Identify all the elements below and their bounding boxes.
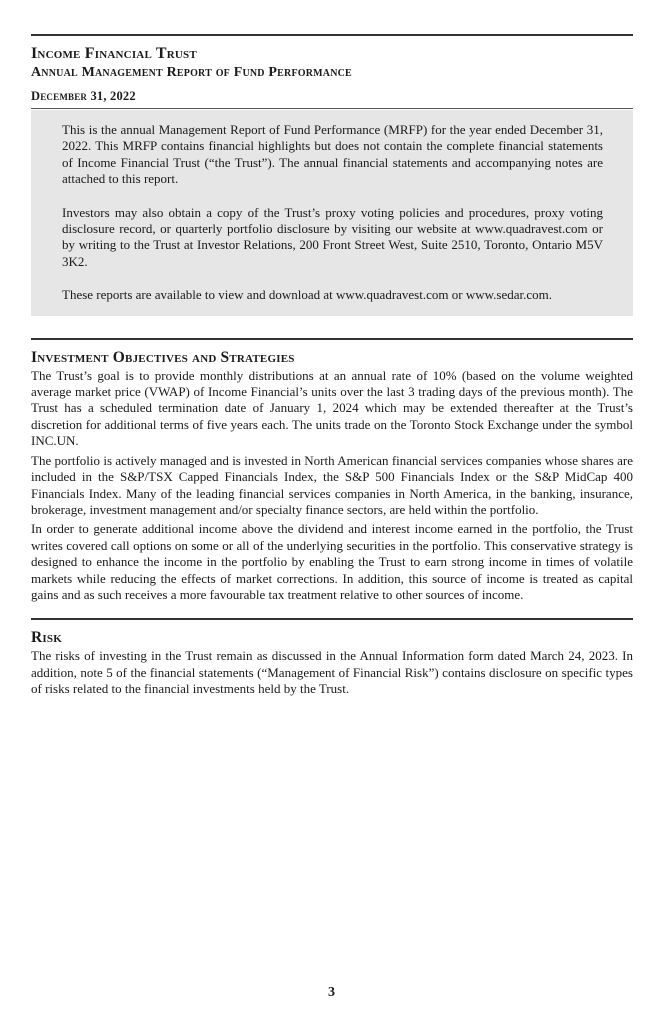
objectives-paragraph: The portfolio is actively managed and is invested in North American financial services companies whose shares are included in the S&P/TSX Capped Financials Index, the S&P 500 Financials Index or the S&P MidCap 400 Financials Index. Many of the leading financial services companies in North America, in the banking, insurance, brokerage, investment management and/or specialty finance sectors, are held within the portfolio. <box>31 452 633 517</box>
risk-body <box>31 648 633 697</box>
header-top-rule <box>31 34 633 36</box>
risk-paragraph: The risks of investing in the Trust remain as discussed in the Annual Information form dated March 24, 2023. In addition, note 5 of the financial statements (“Management of Financial Risk”) contains disclosure on specific types of risks related to the financial investments held by the Trust. <box>31 648 633 697</box>
header-bottom-rule <box>31 108 633 109</box>
notice-paragraph: This is the annual Management Report of Fund Performance (MRFP) for the year ended December 31, 2022. This MRFP contains financial highlights but does not contain the complete financial statements of Income Financial Trust (“the Trust”). The annual financial statements and accompanying notes are attached to this report. <box>62 122 603 187</box>
fund-title: Income Financial Trust <box>31 45 197 62</box>
section-rule <box>31 618 633 620</box>
report-date: December 31, 2022 <box>31 89 136 103</box>
objectives-heading: Investment Objectives and Strategies <box>31 348 295 366</box>
objectives-body <box>31 368 633 604</box>
notice-paragraph: These reports are available to view and download at www.quadravest.com or www.sedar.com. <box>62 287 552 303</box>
objectives-section <box>31 338 633 604</box>
notice-box <box>31 110 633 316</box>
risk-heading: Risk <box>31 629 62 647</box>
report-page <box>31 34 633 701</box>
report-subtitle: Annual Management Report of Fund Performance <box>31 65 352 80</box>
objectives-paragraph: The Trust’s goal is to provide monthly distributions at an annual rate of 10% (based on the volume weighted average market price (VWAP) of Income Financial’s units over the last 3 trading days of the previous month). The Trust has a scheduled termination date of January 1, 2024 which may be extended thereafter at the Trust’s discretion for additional terms of five years each. The units trade on the Toronto Stock Exchange under the symbol INC.UN. <box>31 367 633 449</box>
section-rule <box>31 338 633 340</box>
risk-section <box>31 618 633 697</box>
notice-paragraph: Investors may also obtain a copy of the Trust’s proxy voting policies and procedures, proxy voting disclosure record, or quarterly portfolio disclosure by visiting our website at www.quadravest.com or by writing to the Trust at Investor Relations, 200 Front Street West, Suite 2510, Toronto, Ontario M5V 3K2. <box>62 204 603 269</box>
objectives-paragraph: In order to generate additional income above the dividend and interest income earned in the portfolio, the Trust writes covered call options on some or all of the underlying securities in the portfolio. This conservative strategy is designed to enhance the income in the portfolio by enabling the Trust to earn strong income in times of volatile markets while reducing the effects of market corrections. In addition, this source of income is treated as capital gains and as such receives a more favourable tax treatment relative to other sources of income. <box>31 521 633 602</box>
page-number: 3 <box>328 985 335 1000</box>
